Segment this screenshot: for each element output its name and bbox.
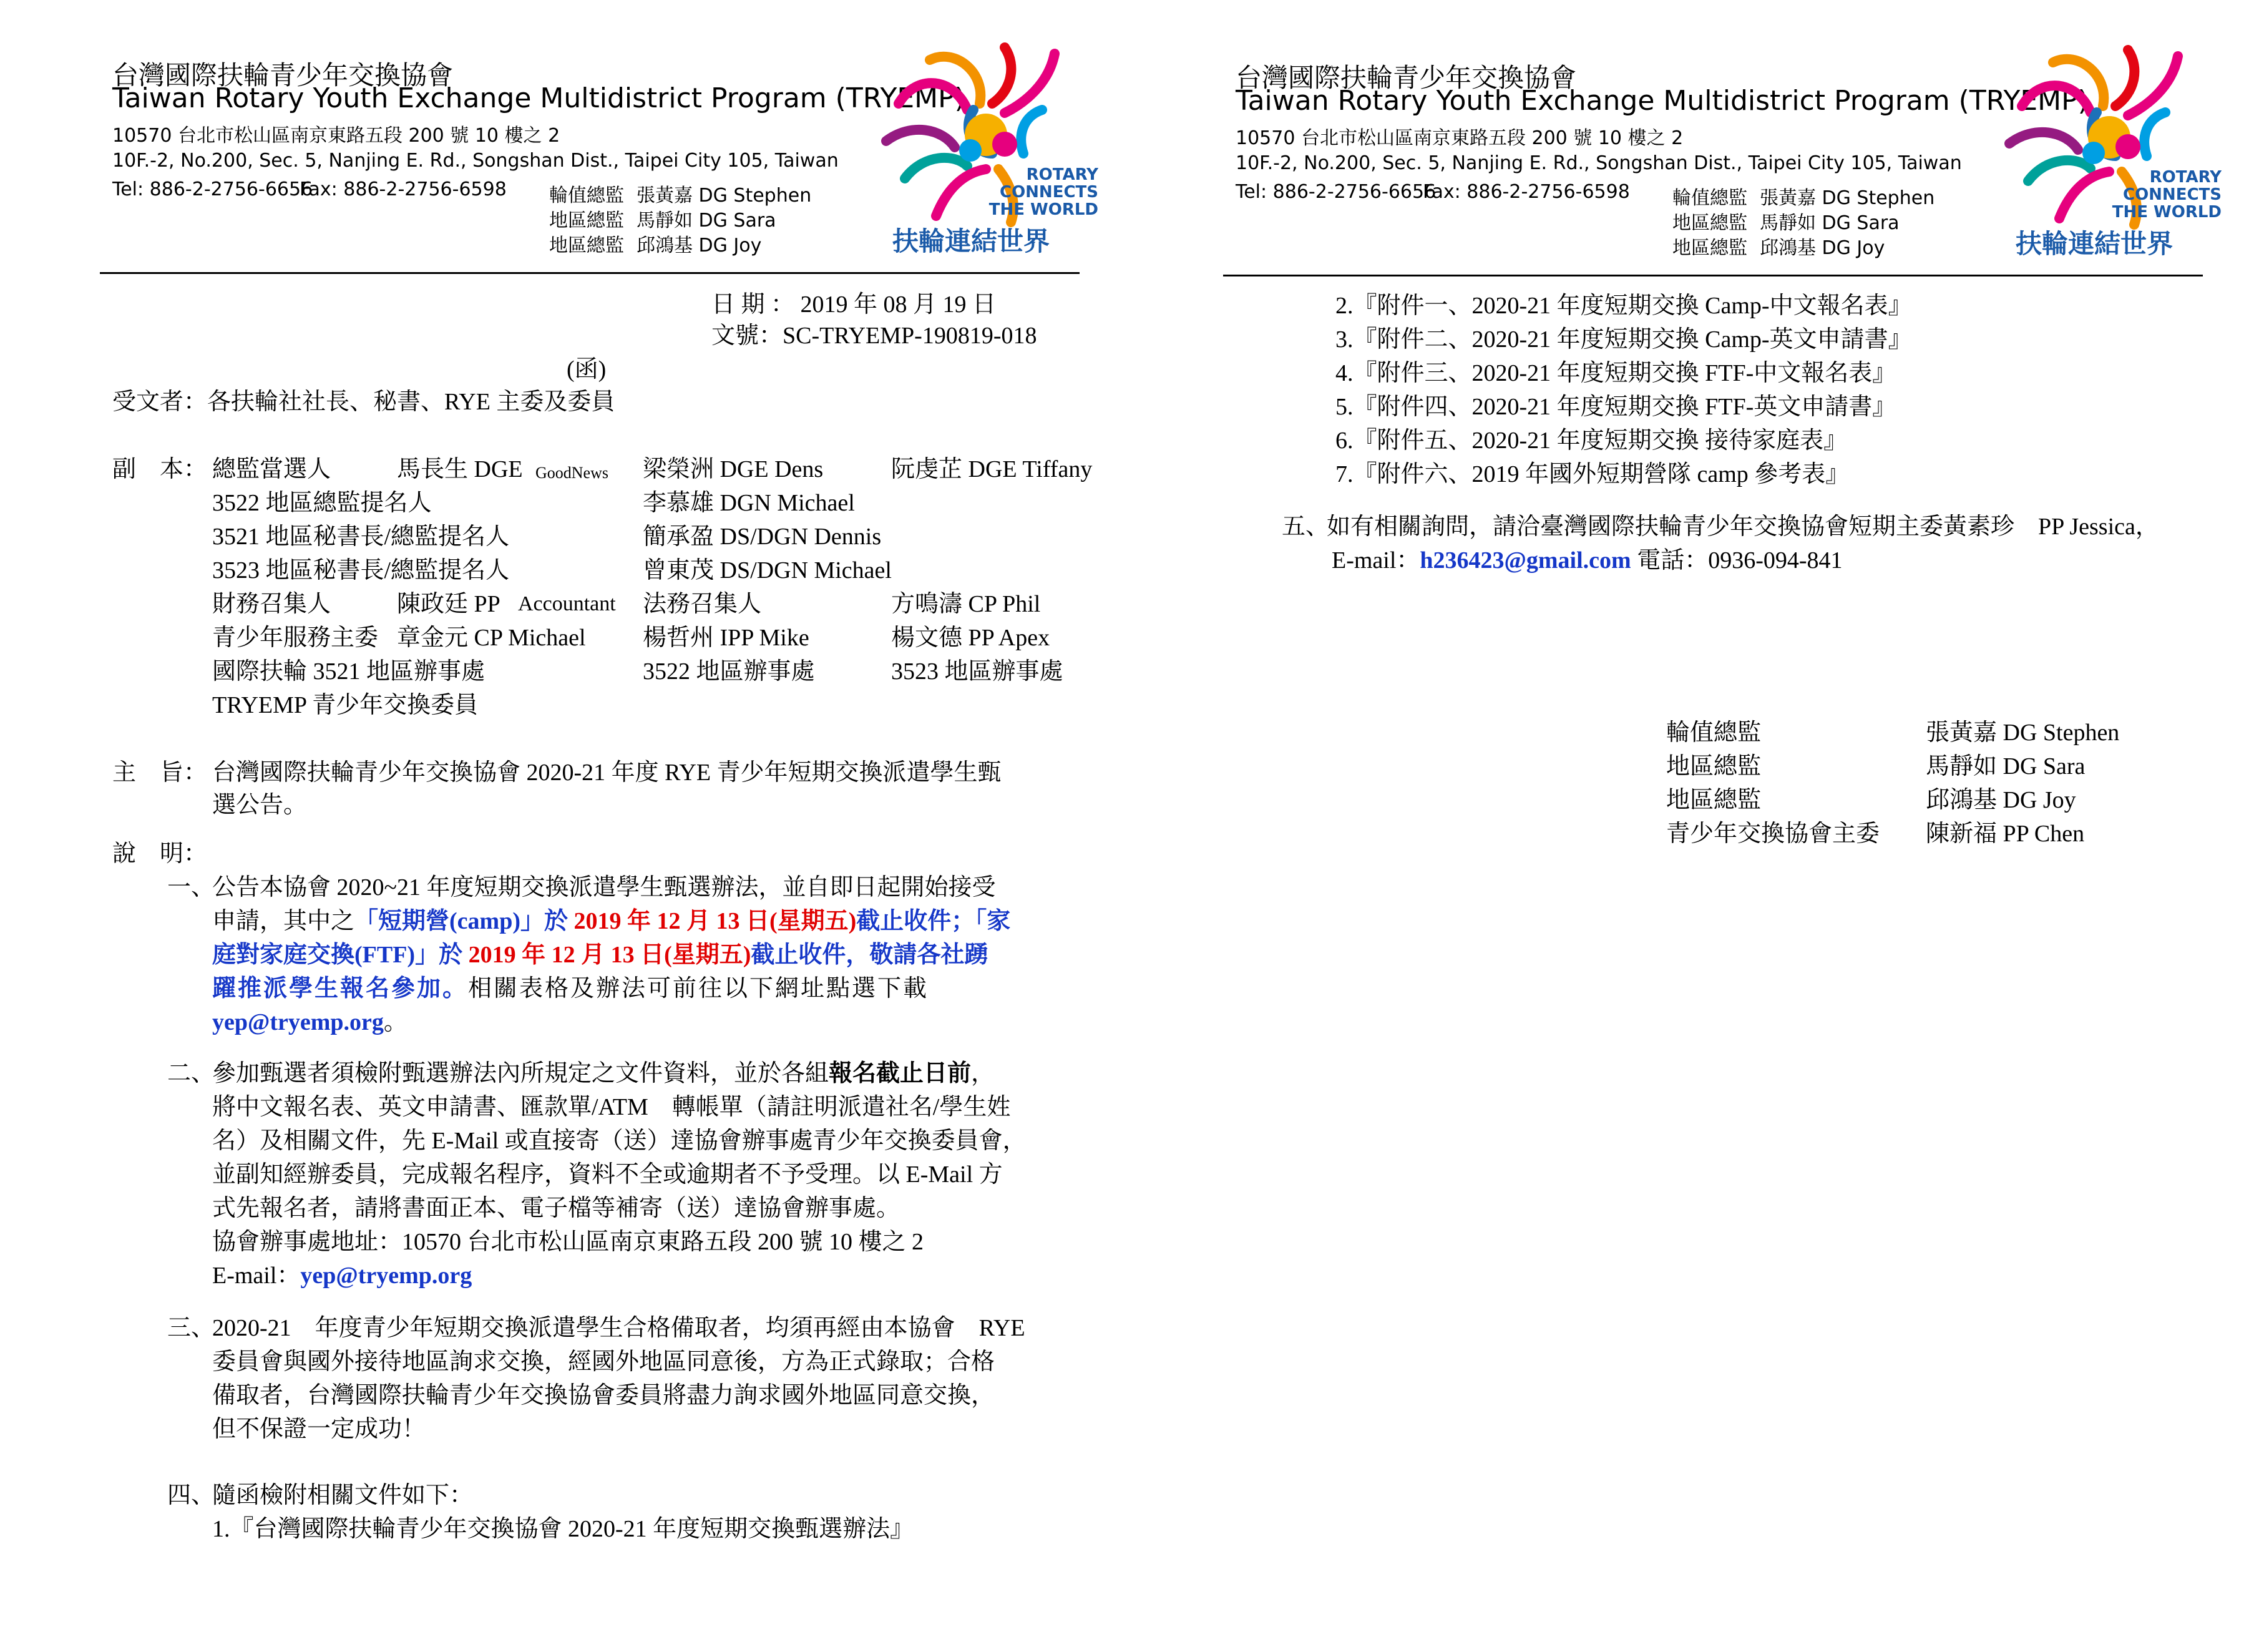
signature-name: 陳新福 PP Chen: [1926, 821, 2085, 847]
item2-text: 參加甄選者須檢附甄選辦法內所規定之文件資料，並於各組: [212, 1060, 829, 1087]
cc-cell: 3523 地區秘書長/總監提名人: [212, 557, 510, 584]
camp-deadline-date: 2019 年 12 月 13 日(星期五): [567, 908, 857, 934]
rotary-connects-logo: [861, 35, 1111, 257]
logo-cn: 扶輪連結世界: [2016, 228, 2174, 259]
attachment-item: 4.『附件三、2020-21 年度短期交換 FTF-中文報名表』: [1335, 360, 1896, 386]
item1-text: 相關表格及辦法可前往以下網址點選下載: [468, 975, 929, 1002]
item-number: 三、: [167, 1315, 215, 1341]
subject-label: 主 旨：: [112, 760, 208, 786]
email-label: E-mail：: [1332, 547, 1420, 574]
logo-line3: THE WORLD: [2112, 203, 2222, 222]
camp-deadline-text: 「短期營(camp)」於: [354, 908, 568, 934]
signature-name: 邱鴻基 DG Joy: [1926, 787, 2076, 813]
item1-text: 申請，其中之: [212, 908, 355, 934]
cc-cell: 3522 地區總監提名人: [212, 490, 432, 516]
officer-title: 輪值總監: [1672, 187, 1747, 209]
attachment-item: 7.『附件六、2019 年國外短期營隊 camp 參考表』: [1335, 461, 1850, 487]
org-name-cn: 台灣國際扶輪青少年交換協會: [1236, 62, 1577, 93]
ftf-deadline-date: 2019 年 12 月 13 日(星期五): [462, 942, 751, 968]
item4-title: 隨函檢附相關文件如下：: [212, 1482, 474, 1508]
item3-line: 2020-21 年度青少年短期交換派遣學生合格備取者，均須再經由本協會 RYE: [212, 1315, 1025, 1341]
item2-text: ，: [971, 1060, 995, 1087]
explain-label: 說 明：: [112, 841, 208, 867]
officer-name: 張黃嘉 DG Stephen: [1760, 187, 1935, 209]
logo-cn: 扶輪連結世界: [892, 226, 1050, 257]
email-link[interactable]: yep@tryemp.org: [300, 1263, 472, 1289]
item2-line: 並副知經辦委員，完成報名程序，資料不全或逾期者不予受理。以 E-Mail 方: [212, 1161, 1003, 1188]
item1-line: [212, 974, 929, 1004]
item-number: 二、: [167, 1060, 215, 1087]
cc-cell: 阮虔芷 DGE Tiffany: [891, 456, 1093, 482]
header-rule: [100, 272, 1080, 274]
letter-date: 日 期 ： 2019 年 08 月 19 日: [711, 291, 997, 318]
logo-line1: ROTARY: [2149, 168, 2222, 187]
officer-name: 邱鴻基 DG Joy: [1760, 237, 1885, 259]
item2-line: 將中文報名表、英文申請書、匯款單/ATM 轉帳單（請註明派遣社名/學生姓: [212, 1094, 1011, 1120]
ftf-deadline-text: 庭對家庭交換(FTF)」於: [212, 942, 463, 968]
item3-line: 委員會與國外接待地區詢求交換，經國外地區同意後，方為正式錄取；合格: [212, 1349, 995, 1375]
attachment-item: 5.『附件四、2020-21 年度短期交換 FTF-英文申請書』: [1335, 394, 1896, 420]
deadline-emphasis: 報名截止日前: [829, 1060, 972, 1087]
officer-title: 地區總監: [549, 235, 624, 257]
letter-ref: 文號：SC-TRYEMP-190819-018: [711, 323, 1037, 349]
cc-cell: 楊哲州 IPP Mike: [643, 625, 809, 651]
office-address: 協會辦事處地址：10570 台北市松山區南京東路五段 200 號 10 樓之 2: [212, 1229, 924, 1255]
signature-name: 馬靜如 DG Sara: [1926, 753, 2086, 780]
logo-line2: CONNECTS: [999, 183, 1098, 202]
org-name-en: Taiwan Rotary Youth Exchange Multidistrict Program (TRYEMP): [112, 82, 965, 114]
recipient: 受文者：各扶輪社社長、秘書、RYE 主委及委員: [112, 389, 615, 415]
logo-line3: THE WORLD: [988, 200, 1098, 219]
item-number: 四、: [167, 1482, 215, 1508]
fax: Fax: 886-2-2756-6598: [1423, 181, 1630, 203]
cc-cell: 3522 地區辦事處: [643, 658, 815, 685]
cc-cell: 章金元 CP Michael: [397, 625, 586, 651]
signature-title: 地區總監: [1666, 753, 1762, 780]
cc-cell: 青少年服務主委: [212, 625, 379, 651]
cc-cell: 法務召集人: [643, 591, 762, 617]
officer-title: 輪值總監: [549, 185, 624, 207]
letter-type: (函): [567, 356, 607, 383]
attachment-item: 3.『附件二、2020-21 年度短期交換 Camp-英文申請書』: [1335, 326, 1912, 353]
item1-line: [212, 906, 1010, 936]
officer-title: 地區總監: [1672, 237, 1747, 259]
subject-line: 台灣國際扶輪青少年交換協會 2020-21 年度 RYE 青少年短期交換派遣學生甄: [212, 760, 1002, 786]
cc-cell: 財務召集人: [212, 591, 331, 617]
signature-title: 地區總監: [1666, 787, 1762, 813]
tel: Tel: 886-2-2756-6656: [112, 178, 313, 200]
officer-title: 地區總監: [549, 210, 624, 232]
signature-title: 青少年交換協會主委: [1666, 821, 1880, 847]
contact-phone: 電話：0936-094-841: [1631, 547, 1843, 574]
item2-line: [212, 1261, 472, 1291]
subject-line: 選公告。: [212, 792, 308, 818]
officer-title: 地區總監: [1672, 212, 1747, 234]
attachment-item: 2.『附件一、2020-21 年度短期交換 Camp-中文報名表』: [1335, 293, 1912, 319]
cc-cell: 3523 地區辦事處: [891, 658, 1063, 685]
officer-name: 邱鴻基 DG Joy: [637, 235, 762, 257]
website-link[interactable]: yep@tryemp.org: [212, 1009, 384, 1035]
cc-cell: 曾東茂 DS/DGN Michael: [643, 557, 892, 584]
address-en: 10F.-2, No.200, Sec. 5, Nanjing E. Rd., Songshan Dist., Taipei City 105, Taiwan: [1236, 152, 1962, 174]
item3-line: 備取者，台灣國際扶輪青少年交換協會委員將盡力詢求國外地區同意交換，: [212, 1382, 995, 1409]
item5-line: 如有相關詢問，請洽臺灣國際扶輪青少年交換協會短期主委黃素珍 PP Jessica，: [1327, 514, 2159, 540]
cc-cell: 簡承盈 DS/DGN Dennis: [643, 524, 882, 550]
cc-cell: 總監當選人: [212, 456, 331, 482]
cc-label: 副 本：: [112, 456, 208, 482]
attachment-item: 1.『台灣國際扶輪青少年交換協會 2020-21 年度短期交換甄選辦法』: [212, 1516, 914, 1542]
signature-name: 張黃嘉 DG Stephen: [1926, 720, 2120, 746]
item1-text: 躍推派學生報名參加。: [212, 975, 469, 1002]
item-number: 五、: [1282, 514, 1330, 540]
item2-line: [212, 1058, 995, 1088]
cc-cell: 國際扶輪 3521 地區辦事處: [212, 658, 485, 685]
rotary-connects-logo: [1984, 37, 2234, 259]
officer-name: 馬靜如 DG Sara: [1760, 212, 1900, 234]
cc-cell: 梁榮洲 DGE Dens: [643, 456, 824, 482]
cc-cell: 陳政廷 PP: [397, 591, 500, 617]
cc-cell: 楊文德 PP Apex: [891, 625, 1050, 651]
cc-cell: TRYEMP 青少年交換委員: [212, 692, 479, 718]
item5-line: [1332, 545, 1843, 575]
item-number: 一、: [167, 874, 215, 901]
address-cn: 10570 台北市松山區南京東路五段 200 號 10 樓之 2: [112, 125, 560, 147]
header-rule: [1223, 275, 2203, 276]
tel: Tel: 886-2-2756-6656: [1236, 181, 1437, 203]
address-cn: 10570 台北市松山區南京東路五段 200 號 10 樓之 2: [1236, 127, 1684, 149]
page-2: [1130, 0, 2259, 1652]
item1-line: [212, 940, 988, 970]
item1-line: [212, 1007, 407, 1037]
item1-text: 截止收件，敬請各社踴: [751, 942, 988, 968]
officer-name: 馬靜如 DG Sara: [637, 210, 776, 232]
org-name-en: Taiwan Rotary Youth Exchange Multidistrict Program (TRYEMP): [1236, 85, 2089, 117]
org-name-cn: 台灣國際扶輪青少年交換協會: [112, 60, 454, 90]
cc-cell: 3521 地區秘書長/總監提名人: [212, 524, 510, 550]
cc-cell: GoodNews: [535, 464, 608, 482]
cc-cell: 馬長生 DGE: [397, 456, 523, 482]
item2-line: 式先報名者，請將書面正本、電子檔等補寄（送）達協會辦事處。: [212, 1195, 900, 1221]
cc-cell: 李慕雄 DGN Michael: [643, 490, 855, 516]
item1-text: 。: [383, 1009, 407, 1035]
contact-email-link[interactable]: h236423@gmail.com: [1420, 547, 1631, 574]
item3-line: 但不保證一定成功！: [212, 1416, 426, 1442]
logo-line2: CONNECTS: [2122, 185, 2222, 204]
item2-line: 名）及相關文件，先 E-Mail 或直接寄（送）達協會辦事處青少年交換委員會，: [212, 1128, 1027, 1154]
email-label: E-mail：: [212, 1263, 301, 1289]
address-en: 10F.-2, No.200, Sec. 5, Nanjing E. Rd., Songshan Dist., Taipei City 105, Taiwan: [112, 150, 839, 172]
cc-cell: 方鳴濤 CP Phil: [891, 591, 1041, 617]
signature-title: 輪值總監: [1666, 720, 1762, 746]
item1-line: 公告本協會 2020~21 年度短期交換派遣學生甄選辦法，並自即日起開始接受: [212, 874, 996, 901]
cc-cell: Accountant: [518, 592, 616, 615]
officer-name: 張黃嘉 DG Stephen: [637, 185, 812, 207]
attachment-item: 6.『附件五、2020-21 年度短期交換 接待家庭表』: [1335, 428, 1848, 454]
logo-line1: ROTARY: [1026, 165, 1098, 184]
fax: Fax: 886-2-2756-6598: [300, 178, 507, 200]
item1-text: 截止收件；「家: [856, 908, 1011, 934]
